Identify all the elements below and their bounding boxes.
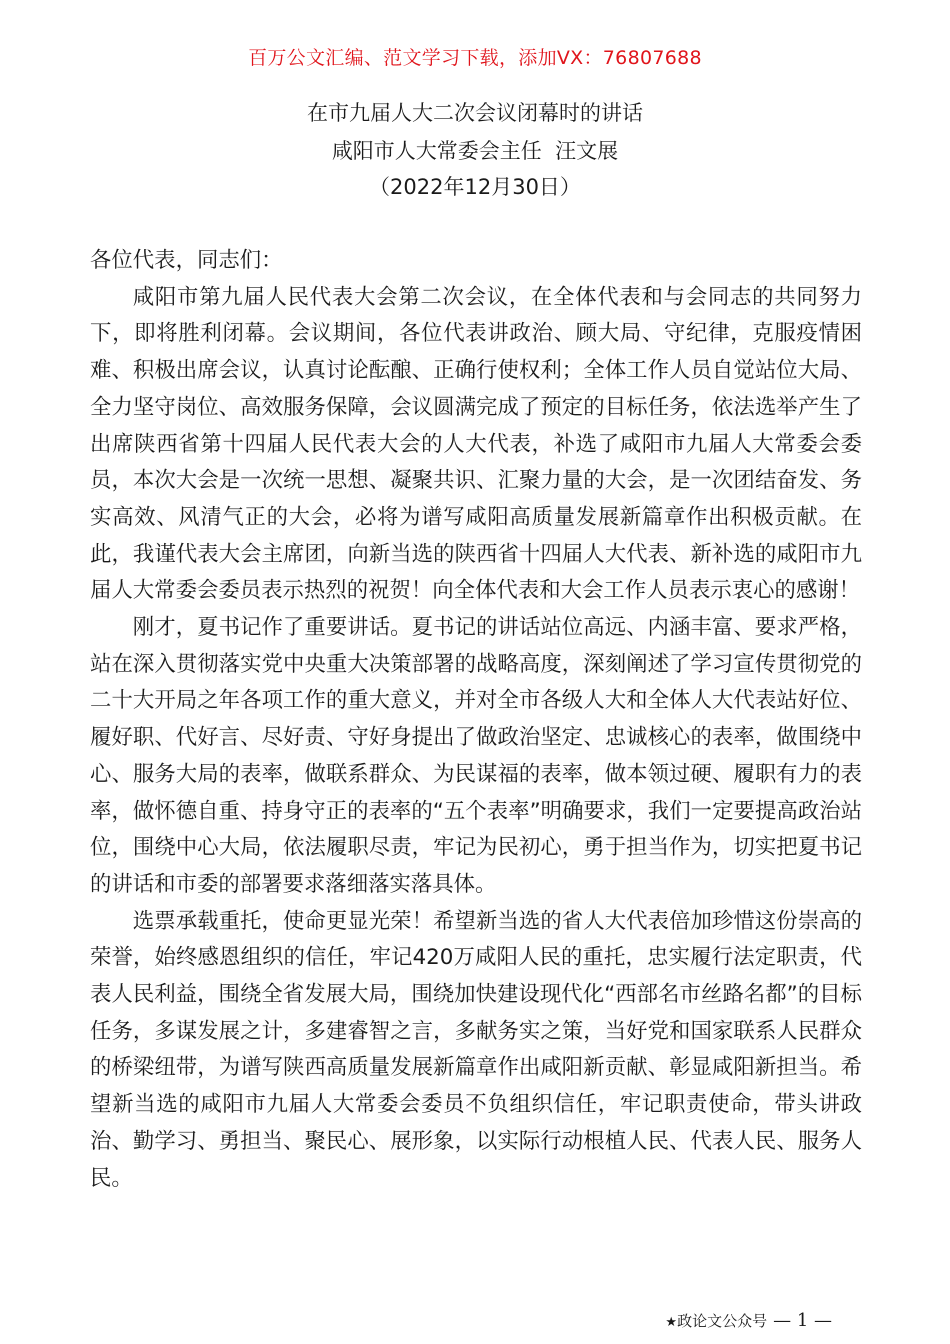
speech-author: 咸阳市人大常委会主任 汪文展 — [331, 139, 619, 163]
promo-banner: 百万公文汇编、范文学习下载，添加VX：76807688 — [248, 47, 702, 69]
page-number: — 1 — — [773, 1310, 832, 1331]
speech-body — [90, 243, 862, 1197]
page-footer — [665, 1310, 832, 1334]
speech-title: 在市九届人大二次会议闭幕时的讲话 — [307, 101, 643, 125]
paragraph-3: 选票承载重托，使命更显光荣！希望新当选的省人大代表倍加珍惜这份崇高的荣誉，始终感恩组织的信任，牢记420万咸阳人民的重托，忠实履行法定职责，代表人民利益，围绕全省发展大局，围绕加快建设现代化“西部名市丝路名都”的目标任务，多谋发展之计，多建睿智之言，多献务实之策，当好党和国家联系人民群众的桥梁纽带，为谱写陕西高质量发展新篇章作出咸阳新贡献、彰显咸阳新担当。希望新当选的咸阳市九届人大常委会委员不负组织信任，牢记职责使命，带头讲政治、勤学习、勇担当、聚民心、展形象，以实际行动根植人民、代表人民、服务人民。 — [90, 908, 862, 1191]
speech-date: （2022年12月30日） — [369, 175, 581, 199]
salutation: 各位代表，同志们： — [90, 248, 283, 273]
paragraph-1: 咸阳市第九届人民代表大会第二次会议，在全体代表和与会同志的共同努力下，即将胜利闭幕。会议期间，各位代表讲政治、顾大局、守纪律，克服疫情困难、积极出席会议，认真讨论酝酿、正确行使权利；全体工作人员自觉站位大局、全力坚守岗位、高效服务保障，会议圆满完成了预定的目标任务，依法选举产生了出席陕西省第十四届人民代表大会的人大代表，补选了咸阳市九届人大常委会委员，本次大会是一次统一思想、凝聚共识、汇聚力量的大会，是一次团结奋发、务实高效、风清气正的大会，必将为谱写咸阳高质量发展新篇章作出积极贡献。在此，我谨代表大会主席团，向新当选的陕西省十四届人大代表、新补选的咸阳市九届人大常委会委员表示热烈的祝贺！向全体代表和大会工作人员表示衷心的感谢！ — [90, 284, 862, 604]
footer-source: 政论文公众号 — [677, 1312, 768, 1330]
paragraph-2: 刚才，夏书记作了重要讲话。夏书记的讲话站位高远、内涵丰富、要求严格，站在深入贯彻落实党中央重大决策部署的战略高度，深刻阐述了学习宣传贯彻党的二十大开局之年各项工作的重大意义，并对全市各级人大和全体人大代表站好位、履好职、代好言、尽好责、守好身提出了做政治坚定、忠诚核心的表率，做围绕中心、服务大局的表率，做联系群众、为民谋福的表率，做本领过硬、履职有力的表率，做怀德自重、持身守正的表率的“五个表率”明确要求，我们一定要提高政治站位，围绕中心大局，依法履职尽责，牢记为民初心，勇于担当作为，切实把夏书记的讲话和市委的部署要求落细落实落具体。 — [90, 615, 862, 897]
star-icon: ★ — [665, 1315, 678, 1330]
